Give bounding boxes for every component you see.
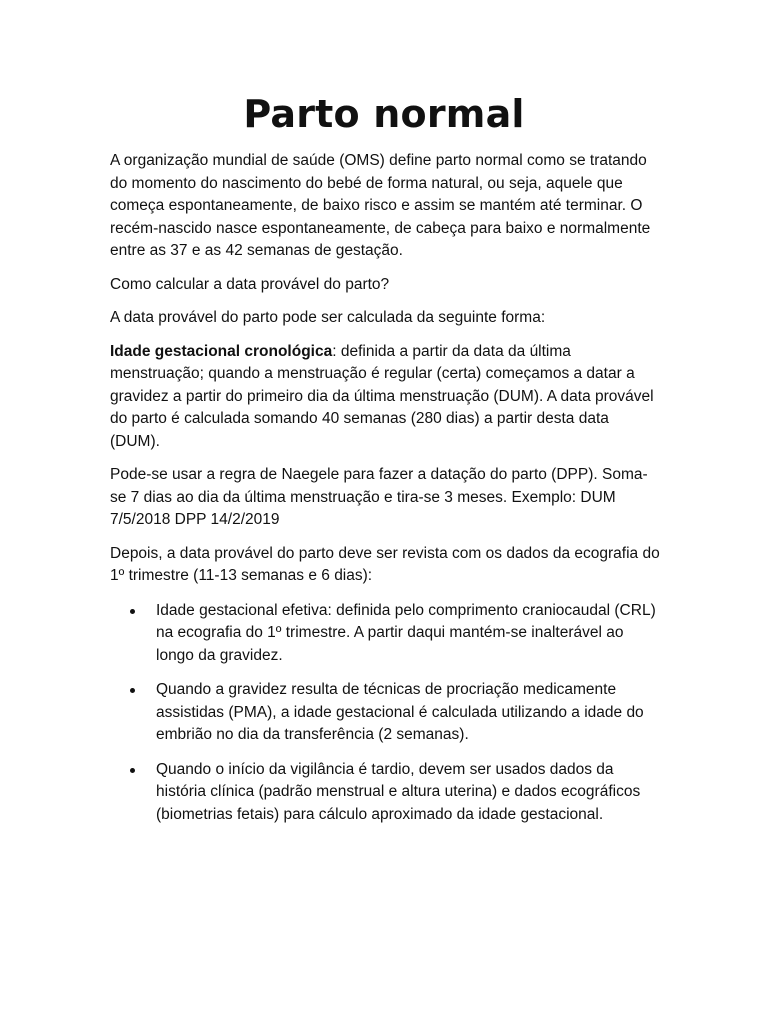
bullet-list bbox=[110, 600, 662, 827]
review-paragraph: Depois, a data provável do parto deve ser revista com os dados da ecografia do 1º trimestre (11-13 semanas e 6 dias): bbox=[110, 544, 660, 584]
method-paragraph: A data provável do parto pode ser calculada da seguinte forma: bbox=[110, 309, 546, 326]
page-title: Parto normal bbox=[243, 92, 525, 136]
gestational-age-term: Idade gestacional cronológica bbox=[110, 342, 333, 360]
list-item-text: Quando a gravidez resulta de técnicas de procriação medicamente assistidas (PMA), a idade gestacional é calculada utilizando a idade do embrião no dia da transferência (2 semanas). bbox=[156, 681, 644, 743]
bullet-dot-icon bbox=[130, 609, 135, 614]
gestational-age-paragraph bbox=[110, 341, 662, 454]
naegele-paragraph: Pode-se usar a regra de Naegele para fazer a datação do parto (DPP). Soma-se 7 dias ao dia da última menstruação e tira-se 3 meses. Exemplo: DUM 7/5/2018 DPP 14/2/2019 bbox=[110, 466, 648, 528]
list-item-text: Idade gestacional efetiva: definida pelo comprimento craniocaudal (CRL) na ecografia do 1º trimestre. A partir daqui mantém-se inalterável ao longo da gravidez. bbox=[156, 601, 656, 664]
document-body bbox=[110, 150, 662, 838]
list-item-text: Quando o início da vigilância é tardio, devem ser usados dados da história clínica (padrão menstrual e altura uterina) e dados ecográficos (biometrias fetais) para cálculo aproximado da idade gestacional. bbox=[156, 760, 641, 823]
intro-paragraph: A organização mundial de saúde (OMS) define parto normal como se tratando do momento do nascimento do bebé de forma natural, ou seja, aquele que começa espontaneamente, de baixo risco e assim se mantém até terminar. O recém-nascido nasce espontaneamente, de cabeça para baixo e normalmente entre as 37 e as 42 semanas de gestação. bbox=[110, 152, 651, 259]
bullet-dot-icon bbox=[130, 768, 135, 773]
bullet-dot-icon bbox=[130, 688, 135, 693]
gestational-age-text: : definida a partir da data da última menstruação; quando a menstruação é regular (certa) começamos a datar a gravidez a partir do primeiro dia da última menstruação (DUM). A data provável do parto é calculada somando 40 semanas (280 dias) a partir desta data (DUM). bbox=[110, 342, 654, 450]
list-item bbox=[110, 679, 662, 747]
list-item bbox=[110, 759, 662, 827]
question-paragraph: Como calcular a data provável do parto? bbox=[110, 275, 390, 293]
list-item bbox=[110, 600, 662, 668]
